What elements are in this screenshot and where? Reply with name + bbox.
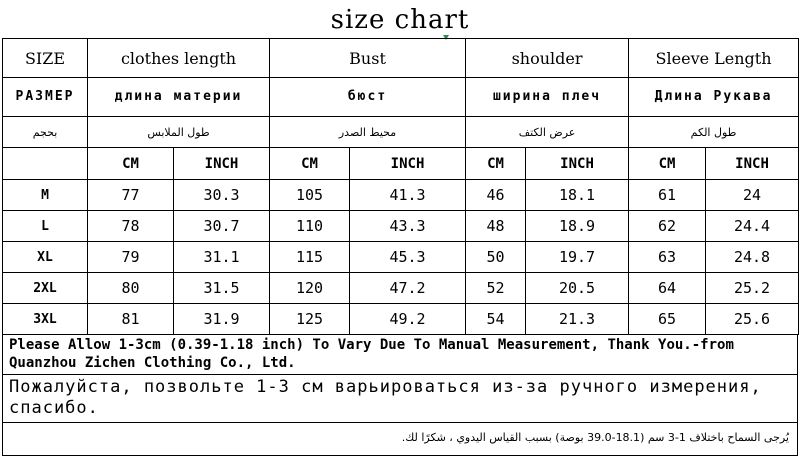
- note-arabic: يُرجى السماح باختلاف 1-3 سم (18.1-39.0 بوصة) بسبب القياس اليدوي ، شكرًا لك.: [2, 423, 798, 456]
- value-cell: 78: [88, 211, 174, 242]
- value-cell: 110: [270, 211, 350, 242]
- size-cell: 2XL: [3, 273, 88, 304]
- value-cell: 47.2: [350, 273, 466, 304]
- value-cell: 31.1: [174, 242, 270, 273]
- header-ru-clothes-length: длина материи: [88, 78, 270, 117]
- header-row-russian: [3, 78, 799, 117]
- value-cell: 43.3: [350, 211, 466, 242]
- note-english: Please Allow 1-3cm (0.39-1.18 inch) To Vary Due To Manual Measurement, Thank You.-from Quanzhou Zichen Clothing Co., Ltd.: [2, 334, 798, 375]
- value-cell: 24.4: [706, 211, 799, 242]
- value-cell: 24.8: [706, 242, 799, 273]
- table-row: [3, 242, 799, 273]
- header-ar-size: بحجم: [3, 117, 88, 148]
- header-shoulder: shoulder: [466, 39, 629, 78]
- value-cell: 41.3: [350, 180, 466, 211]
- size-cell: L: [3, 211, 88, 242]
- value-cell: 115: [270, 242, 350, 273]
- value-cell: 65: [629, 304, 706, 335]
- header-size: SIZE: [3, 39, 88, 78]
- size-table: [2, 38, 799, 335]
- value-cell: 30.3: [174, 180, 270, 211]
- header-clothes-length: clothes length: [88, 39, 270, 78]
- value-cell: 19.7: [526, 242, 629, 273]
- value-cell: 46: [466, 180, 526, 211]
- header-sleeve-length: Sleeve Length: [629, 39, 799, 78]
- value-cell: 20.5: [526, 273, 629, 304]
- value-cell: 48: [466, 211, 526, 242]
- unit-cell: INCH: [174, 148, 270, 180]
- header-ar-clothes-length: طول الملابس: [88, 117, 270, 148]
- value-cell: 30.7: [174, 211, 270, 242]
- unit-blank-cell: [3, 148, 88, 180]
- note-russian: Пожалуйста, позвольте 1-3 см варьироваться из-за ручного измерения, спасибо.: [2, 375, 798, 423]
- table-row: [3, 304, 799, 335]
- table-row: [3, 273, 799, 304]
- value-cell: 80: [88, 273, 174, 304]
- unit-cell: INCH: [706, 148, 799, 180]
- unit-cell: CM: [466, 148, 526, 180]
- unit-cell: CM: [270, 148, 350, 180]
- value-cell: 31.9: [174, 304, 270, 335]
- header-ru-shoulder: ширина плеч: [466, 78, 629, 117]
- value-cell: 120: [270, 273, 350, 304]
- header-ru-sleeve-length: Длина Рукава: [629, 78, 799, 117]
- value-cell: 52: [466, 273, 526, 304]
- header-ru-size: РАЗМЕР: [3, 78, 88, 117]
- value-cell: 62: [629, 211, 706, 242]
- chart-title: size chart: [330, 5, 470, 35]
- header-row-english: [3, 39, 799, 78]
- header-ar-sleeve-length: طول الكم: [629, 117, 799, 148]
- size-cell: M: [3, 180, 88, 211]
- value-cell: 18.9: [526, 211, 629, 242]
- value-cell: 125: [270, 304, 350, 335]
- value-cell: 25.6: [706, 304, 799, 335]
- unit-cell: INCH: [526, 148, 629, 180]
- unit-cell: CM: [629, 148, 706, 180]
- unit-row: [3, 148, 799, 180]
- header-ar-bust: محيط الصدر: [270, 117, 466, 148]
- size-cell: XL: [3, 242, 88, 273]
- value-cell: 31.5: [174, 273, 270, 304]
- value-cell: 49.2: [350, 304, 466, 335]
- value-cell: 45.3: [350, 242, 466, 273]
- size-cell: 3XL: [3, 304, 88, 335]
- value-cell: 18.1: [526, 180, 629, 211]
- value-cell: 105: [270, 180, 350, 211]
- value-cell: 54: [466, 304, 526, 335]
- unit-cell: INCH: [350, 148, 466, 180]
- value-cell: 79: [88, 242, 174, 273]
- header-row-arabic: [3, 117, 799, 148]
- value-cell: 21.3: [526, 304, 629, 335]
- header-bust: Bust: [270, 39, 466, 78]
- unit-cell: CM: [88, 148, 174, 180]
- table-row: [3, 211, 799, 242]
- value-cell: 63: [629, 242, 706, 273]
- value-cell: 64: [629, 273, 706, 304]
- value-cell: 77: [88, 180, 174, 211]
- value-cell: 50: [466, 242, 526, 273]
- header-ar-shoulder: عرض الكتف: [466, 117, 629, 148]
- value-cell: 25.2: [706, 273, 799, 304]
- table-row: [3, 180, 799, 211]
- value-cell: 24: [706, 180, 799, 211]
- value-cell: 81: [88, 304, 174, 335]
- header-ru-bust: бюст: [270, 78, 466, 117]
- value-cell: 61: [629, 180, 706, 211]
